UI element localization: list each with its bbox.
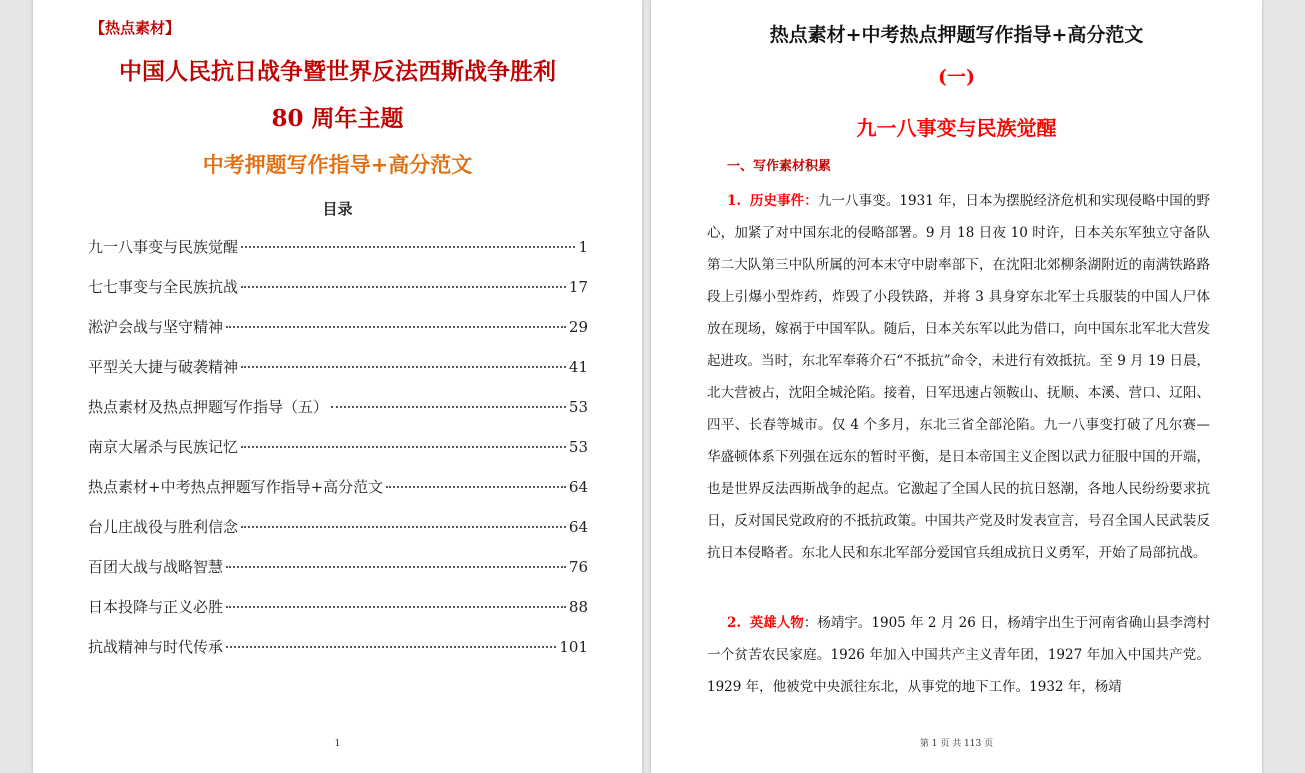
document-page-left [33, 0, 642, 773]
para-text: 九一八事变。1931 年，日本为摆脱经济危机和实现侵略中国的野心，加紧了对中国东北的侵略部署。9 月 18 日夜 10 时许，日本关东军独立守备队第二大队第三中队所属的河本末守中尉率部下，在沈阳北郊柳条湖附近的南满铁路路段上引爆小型炸药，炸毁了小段铁路，并将 3 具身穿东北军士兵服装的中国人尸体放在现场，嫁祸于中国军队。随后，日本关东军以此为借口，向中国东北军北大营发起进攻。当时，东北军奉蒋介石“不抵抗”命令，未进行有效抵抗。至 9 月 19 日晨，北大营被占，沈阳全城沦陷。接着，日军迅速占领鞍山、抚顺、本溪、营口、辽阳、四平、长春等城市。仅 4 个多月，东北三省全部沦陷。九一八事变打破了凡尔赛—华盛顿体系下列强在远东的暂时平衡，是日本帝国主义企图以武力征服中国的开端，也是世界反法西斯战争的起点。它激起了全国人民的抗日怒潮，各地人民纷纷要求抗日，反对国民党政府的不抵抗政策。中国共产党及时发表宣言，号召全国人民武装反抗日本侵略者。东北人民和东北军部分爱国官兵组成抗日义勇军，开始了局部抗战。 [707, 193, 1210, 561]
toc-entry-title: 百团大战与战略智慧 [88, 558, 224, 576]
toc-entry[interactable] [88, 356, 588, 396]
toc-entry-page: 1 [578, 238, 588, 256]
toc-entry-page: 41 [568, 358, 588, 376]
section-heading: 一、写作素材积累 [727, 159, 832, 174]
toc-entry-page: 17 [568, 278, 588, 296]
toc-heading: 目录 [322, 200, 353, 218]
toc-entry-page: 101 [559, 638, 588, 656]
toc-entry-title: 抗战精神与时代传承 [88, 638, 224, 656]
toc-entry-page: 64 [568, 478, 588, 496]
para-label: 英雄人物 [749, 615, 804, 631]
toc-entry-page: 76 [568, 558, 588, 576]
page-footer: 第 1 页 共 113 页 [919, 739, 994, 749]
toc-entry-title: 淞沪会战与坚守精神 [88, 318, 224, 336]
main-title-line-1: 中国人民抗日战争暨世界反法西斯战争胜利 [119, 58, 556, 85]
toc-entry-title: 热点素材+中考热点押题写作指导+高分范文 [88, 478, 384, 496]
article-part-number: (一) [938, 66, 975, 88]
toc-entry[interactable] [88, 436, 588, 476]
toc-entry-page: 64 [568, 518, 588, 536]
page-number: 1 [334, 739, 341, 749]
hot-material-tag: 【热点素材】 [90, 19, 181, 37]
toc-leader-dots [241, 366, 566, 368]
toc-entry[interactable] [88, 596, 588, 636]
toc-entry[interactable] [88, 236, 588, 276]
toc-entry-title: 日本投降与正义必胜 [88, 598, 224, 616]
toc-entry[interactable] [88, 396, 588, 436]
toc-leader-dots [226, 326, 566, 328]
toc-leader-dots [241, 246, 575, 248]
toc-entry[interactable] [88, 516, 588, 556]
toc-entry-page: 29 [568, 318, 588, 336]
table-of-contents [88, 236, 588, 676]
sub-title: 中考押题写作指导+高分范文 [202, 152, 473, 177]
para-label: 历史事件： [749, 193, 818, 209]
toc-leader-dots [386, 486, 566, 488]
para-number: 2. [727, 615, 742, 631]
toc-leader-dots [241, 286, 566, 288]
para-text: ：杨靖宇。1905 年 2 月 26 日，杨靖宇出生于河南省确山县李湾村一个贫苦农民家庭。1926 年加入中国共产主义青年团，1927 年加入中国共产党。1929 年，他被党中央派往东北，从事党的地下工作。1932 年，杨靖 [707, 615, 1210, 695]
toc-entry[interactable] [88, 316, 588, 356]
toc-entry-page: 88 [568, 598, 588, 616]
paragraph-hero-figure [707, 607, 1210, 703]
toc-entry[interactable] [88, 556, 588, 596]
toc-entry-title: 热点素材及热点押题写作指导（五） [88, 398, 329, 416]
toc-entry-title: 平型关大捷与破袭精神 [88, 358, 239, 376]
toc-entry[interactable] [88, 476, 588, 516]
toc-entry-page: 53 [568, 398, 588, 416]
toc-leader-dots [226, 606, 566, 608]
toc-entry[interactable] [88, 636, 588, 676]
article-title: 热点素材+中考热点押题写作指导+高分范文 [769, 24, 1144, 46]
toc-entry-title: 九一八事变与民族觉醒 [88, 238, 239, 256]
toc-leader-dots [241, 446, 566, 448]
toc-leader-dots [241, 526, 566, 528]
toc-entry-title: 南京大屠杀与民族记忆 [88, 438, 239, 456]
toc-leader-dots [226, 566, 566, 568]
document-page-right [651, 0, 1262, 773]
para-number: 1. [727, 193, 742, 209]
paragraph-historical-event [707, 185, 1210, 569]
toc-leader-dots [226, 646, 556, 648]
main-title-line-2: 80 周年主题 [271, 105, 404, 132]
toc-entry-page: 53 [568, 438, 588, 456]
toc-entry-title: 七七事变与全民族抗战 [88, 278, 239, 296]
chapter-title: 九一八事变与民族觉醒 [856, 116, 1057, 140]
toc-leader-dots [331, 406, 566, 408]
toc-entry-title: 台儿庄战役与胜利信念 [88, 518, 239, 536]
toc-entry[interactable] [88, 276, 588, 316]
